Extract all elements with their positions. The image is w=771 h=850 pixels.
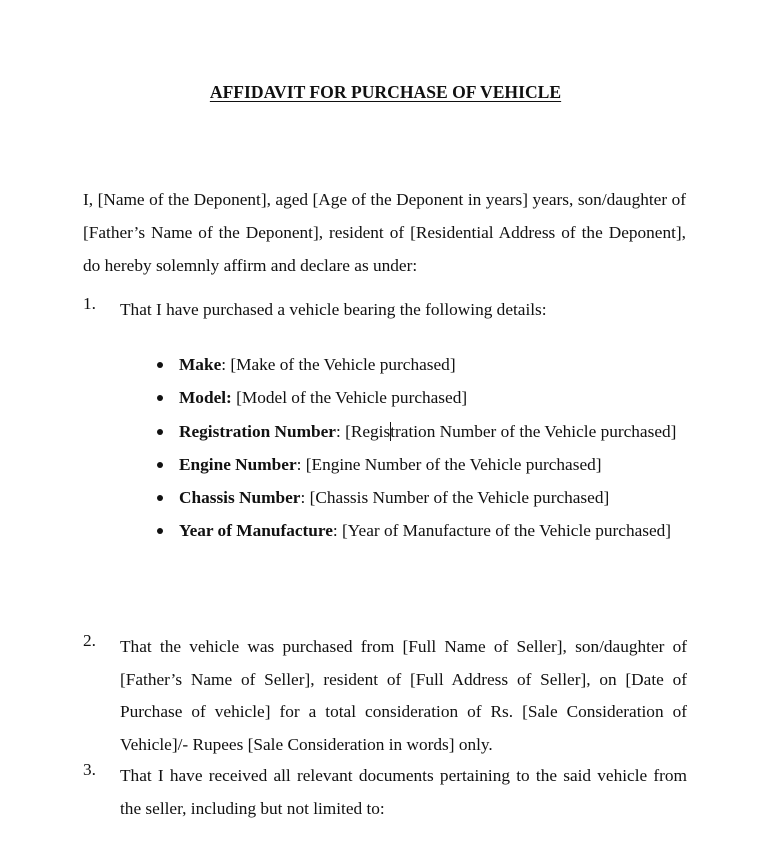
list-item-model[interactable] (179, 381, 687, 414)
vehicle-details-list (179, 348, 687, 548)
detail-value: [Regis (340, 421, 391, 441)
list-item-year-of-manufacture[interactable]: Year of Manufacture: [Year of Manufacture of the Vehicle purchased] (179, 514, 687, 547)
item-3-text[interactable]: That I have received all relevant documents pertaining to the said vehicle from the seller, including but not limited to: (120, 766, 687, 818)
detail-value: [Make of the Vehicle purchased] (226, 355, 456, 374)
bullet-icon (157, 495, 163, 501)
detail-label: Model: (179, 388, 232, 408)
item-2-text[interactable]: That the vehicle was purchased from [Full Name of Seller], son/daughter of [Father’s Name of Seller], resident of [Full Address of Seller], on [Date of Purchase of vehicle] for a total consideration of Rs. [Sale Consideration of Vehicle]/- Rupees [Sale Consideration in words] only. (120, 637, 687, 754)
item-3-number: 3. (83, 760, 96, 779)
detail-value: [Year of Manufacture of the Vehicle purchased] (337, 521, 672, 541)
detail-label: Registration Number (179, 421, 336, 441)
detail-label: Make (179, 355, 222, 374)
list-item-registration-number[interactable]: Registration Number: [Registration Number of the Vehicle purchased] (179, 415, 687, 448)
bullet-icon (157, 362, 163, 368)
detail-value: [Chassis Number of the Vehicle purchased] (305, 488, 610, 508)
bullet-icon (157, 462, 163, 468)
list-item-chassis-number[interactable]: Chassis Number: [Chassis Number of the Vehicle purchased] (179, 481, 687, 514)
list-item-make[interactable]: Make: [Make of the Vehicle purchased] (179, 348, 687, 381)
list-item-engine-number[interactable]: Engine Number: [Engine Number of the Vehicle purchased] (179, 448, 687, 481)
detail-value: [Model of the Vehicle purchased] (231, 388, 468, 408)
bullet-icon (157, 429, 163, 435)
item-1-number: 1. (83, 294, 96, 313)
detail-value: tration Number of the Vehicle purchased] (390, 421, 677, 441)
document-title: AFFIDAVIT FOR PURCHASE OF VEHICLE (209, 82, 562, 102)
bullet-icon (157, 528, 163, 534)
item-1-text[interactable]: That I have purchased a vehicle bearing the following details: (120, 300, 547, 319)
detail-label: Engine Number (179, 454, 297, 474)
bullet-icon (157, 395, 163, 401)
intro-paragraph[interactable]: I, [Name of the Deponent], aged [Age of the Deponent in years] years, son/daughter of [Father’s Name of the Deponent], resident of [Residential Address of the Deponent], do hereby solemnly affirm and declare as under: (83, 190, 686, 275)
detail-value: [Engine Number of the Vehicle purchased] (301, 454, 602, 474)
detail-label: Year of Manufacture (179, 521, 333, 541)
detail-label: Chassis Number (179, 488, 301, 508)
item-2-number: 2. (83, 631, 96, 650)
